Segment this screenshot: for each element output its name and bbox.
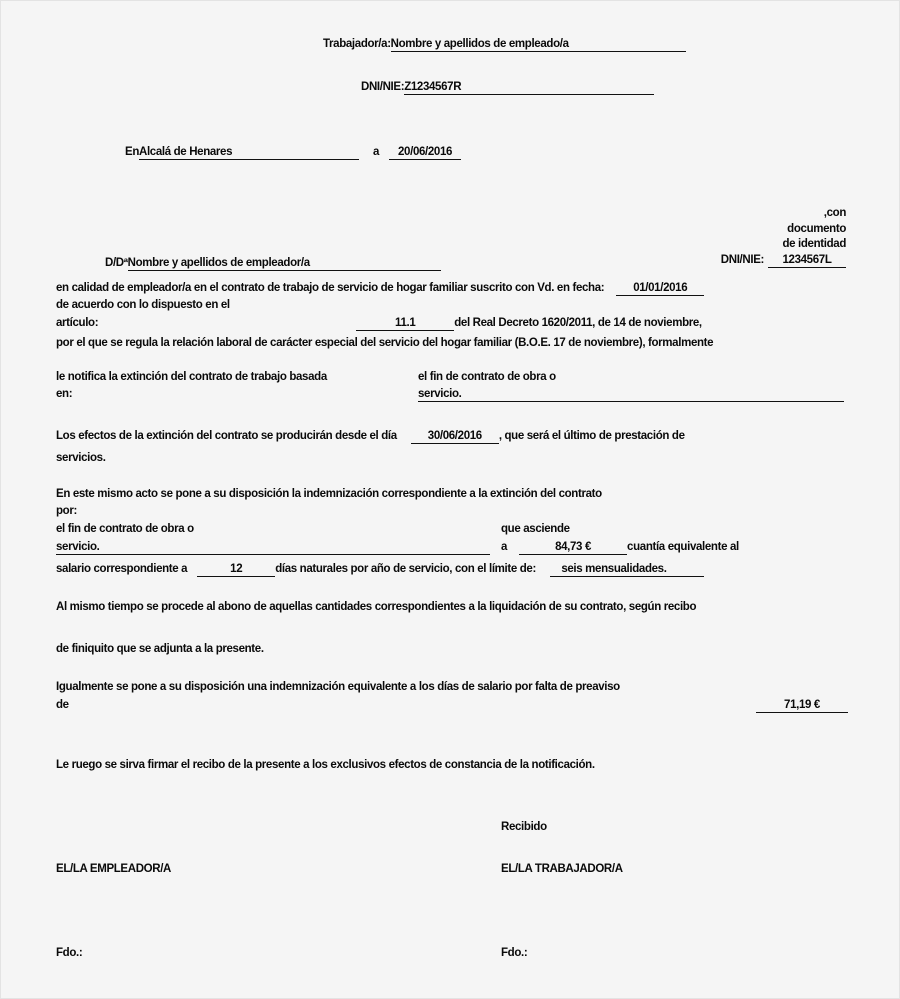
settlement-line2: de finiquito que se adjunta a la presente. <box>56 643 264 655</box>
worker-signed-label: Fdo.: <box>501 947 528 959</box>
worker-label: Trabajador/a: <box>323 38 391 50</box>
place-prefix-label: En <box>125 146 139 158</box>
place-field[interactable]: Alcalá de Henares <box>139 146 254 160</box>
worker-name-field[interactable]: Nombre y apellidos de empleado/a <box>391 38 631 52</box>
employer-with-label: ,con <box>823 207 846 219</box>
amount-intro-line2: a <box>501 541 508 553</box>
employer-name-field-tail[interactable] <box>346 257 441 271</box>
worker-name-field-tail[interactable] <box>631 38 686 52</box>
employer-signed-label: Fdo.: <box>56 947 83 959</box>
contract-intro-text: en calidad de empleador/a en el contrato de trabajo de servicio de hogar familiar suscrito con Vd. en fecha: <box>56 282 605 294</box>
regulation-text: por el que se regula la relación laboral de carácter especial del servicio del hogar familiar (B.O.E. 17 de noviembre), formalmente <box>56 337 714 349</box>
notification-label-line1: le notifica la extinción del contrato de trabajo basada <box>56 371 327 383</box>
days-after-text: días naturales por año de servicio, con el límite de: <box>275 563 536 575</box>
contract-date-field[interactable]: 01/01/2016 <box>616 282 704 296</box>
article-line <box>56 317 702 331</box>
employer-id-line <box>586 253 846 269</box>
legal-basis-line: de acuerdo con lo dispuesto en el <box>56 299 230 311</box>
amount-equivalent-text: cuantía equivalente al <box>627 541 739 553</box>
employer-doc-line1: documento <box>787 222 846 235</box>
effects-date-field[interactable]: 30/06/2016 <box>411 430 499 444</box>
limit-field-tail[interactable] <box>678 563 704 577</box>
compensation-cause-field[interactable]: servicio. <box>56 541 100 555</box>
employer-name-line <box>105 257 441 271</box>
worker-id-line <box>361 81 654 95</box>
contract-intro-line <box>56 282 704 296</box>
amount-field[interactable]: 84,73 € <box>519 541 627 555</box>
signature-request-text: Le ruego se sirva firmar el recibo de la presente a los exclusivos efectos de constancia de la notificación. <box>56 759 595 771</box>
article-after-text: del Real Decreto 1620/2011, de 14 de noviembre, <box>454 317 702 329</box>
days-field[interactable]: 12 <box>197 563 275 577</box>
worker-signature-heading: EL/LA TRABAJADOR/A <box>501 863 623 875</box>
cause-field[interactable]: servicio. <box>418 388 462 402</box>
worker-id-label: DNI/NIE: <box>361 81 405 93</box>
effects-continuation: servicios. <box>56 452 106 464</box>
cause-field-line <box>418 388 844 402</box>
notice-de-label: de <box>56 699 69 711</box>
place-field-tail[interactable] <box>254 146 359 160</box>
amount-line <box>501 541 739 555</box>
article-field[interactable]: 11.1 <box>356 317 454 331</box>
compensation-cause-field-tail[interactable] <box>100 541 490 555</box>
notice-amount-field[interactable]: 71,19 € <box>756 699 848 713</box>
salary-label: salario correspondiente a <box>56 563 188 575</box>
worker-id-field-tail[interactable] <box>464 81 654 95</box>
settlement-line1: Al mismo tiempo se procede al abono de aquellas cantidades correspondientes a la liquidación de su contrato, según recibo <box>56 601 697 613</box>
compensation-cause-line1: el fin de contrato de obra o <box>56 523 194 535</box>
limit-field[interactable]: seis mensualidades. <box>550 563 678 577</box>
worker-id-field[interactable]: Z1234567R <box>404 81 464 95</box>
effects-after-text: , que será el último de prestación de <box>498 430 685 442</box>
employer-doc-line2: de identidad <box>782 238 846 251</box>
compensation-cause-field-line <box>56 541 490 555</box>
employer-name-field[interactable]: Nombre y apellidos de empleador/a <box>128 257 346 271</box>
received-label: Recibido <box>501 821 547 833</box>
notice-line1: Igualmente se pone a su disposición una indemnización equivalente a los días de salario por falta de preaviso <box>56 681 620 693</box>
compensation-intro-line2: por: <box>56 505 77 517</box>
employer-id-label: DNI/NIE: <box>720 253 764 266</box>
employer-id-field[interactable]: 1234567L <box>768 254 846 268</box>
employer-signature-heading: EL/LA EMPLEADOR/A <box>56 863 172 875</box>
employer-id-block <box>586 206 846 268</box>
cause-line1: el fin de contrato de obra o <box>418 371 556 383</box>
effects-before-text: Los efectos de la extinción del contrato se producirán desde el día <box>56 430 397 442</box>
amount-intro-line1: que asciende <box>501 523 570 535</box>
article-label: artículo: <box>56 317 99 329</box>
place-date-line <box>125 146 461 160</box>
worker-line <box>323 38 686 52</box>
date-field[interactable]: 20/06/2016 <box>389 146 461 160</box>
effects-line <box>56 430 685 444</box>
notice-amount-line <box>756 699 848 713</box>
compensation-intro-line1: En este mismo acto se pone a su disposición la indemnización correspondiente a la extinción del contrato <box>56 488 602 500</box>
cause-field-tail[interactable] <box>462 388 844 402</box>
date-prefix-label: a <box>373 146 380 158</box>
employer-title-label: D/Dª <box>105 257 128 269</box>
notification-label-line2: en: <box>56 388 73 400</box>
salary-days-line <box>56 563 704 577</box>
notice-line2 <box>56 699 69 711</box>
